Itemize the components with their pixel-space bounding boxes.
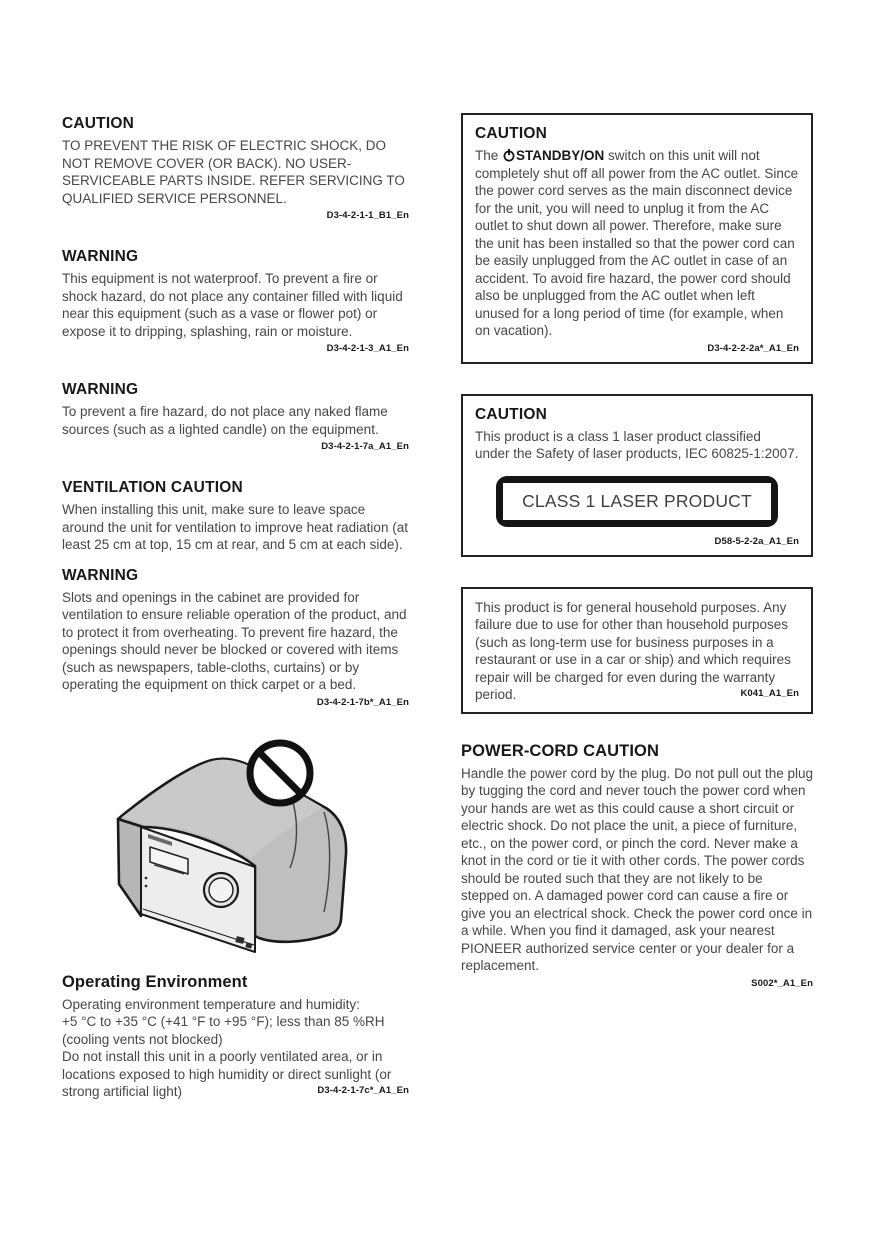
section-body: Slots and openings in the cabinet are provided for ventilation to ensure reliable operation of the product, and to protect it from overheating. To prevent fire hazard, the openings should never be blocked or covered with items (such as newspapers, table-cloths, curtains) or by operating the equipment on thick carpet or a bed. (62, 589, 407, 692)
doc-code: D3-4-2-2-2a*_A1_En (707, 342, 799, 354)
doc-code: D3-4-2-1-3_A1_En (326, 343, 409, 354)
oe-line: Operating environment temperature and humidity: (62, 996, 360, 1012)
section-power-cord-caution (461, 742, 813, 989)
section-heading: CAUTION (62, 115, 135, 132)
section-naked-flame-warning (62, 381, 409, 452)
oe-line: +5 °C to +35 °C (+41 °F to +95 °F); less than 85 %RH (62, 1014, 385, 1029)
section-operating-environment (62, 973, 409, 1101)
household-text: This product is for general household purposes. Any failure due to use for other than household purposes (such as long-term use for business purposes in a restaurant or use in a car or ship) and which requires repair will be charged for even during the warranty period. (475, 599, 791, 702)
section-body: To prevent a fire hazard, do not place any naked flame sources (such as a lighted candle) on the equipment. (62, 404, 388, 437)
section-waterproof-warning (62, 248, 409, 354)
doc-code: D3-4-2-1-7c*_A1_En (317, 1085, 409, 1096)
body-prefix: The (475, 148, 503, 163)
oe-text: Do not install this unit in a poorly ventilated area, or in locations exposed to high humidity or direct sunlight (or strong artificial light) (62, 1049, 392, 1099)
box-heading: CAUTION (475, 125, 548, 142)
section-body: TO PREVENT THE RISK OF ELECTRIC SHOCK, DO NOT REMOVE COVER (OR BACK). NO USER-SERVICEABLE PARTS INSIDE. REFER SERVICING TO QUALIFIED SERVICE PERSONNEL. (62, 138, 405, 206)
doc-code: D3-4-2-1-7b*_A1_En (316, 696, 409, 708)
right-column (461, 113, 813, 1016)
laser-caution-body: This product is a class 1 laser product classified under the Safety of laser products, IEC 60825-1:2007. (475, 428, 799, 461)
section-slots-openings-warning (62, 567, 409, 708)
switch-label: STANDBY/ON (516, 148, 605, 163)
doc-code: D3-4-2-1-7a_A1_En (321, 441, 409, 452)
doc-code: D58-5-2-2a_A1_En (714, 535, 799, 547)
class1-laser-label (496, 476, 778, 527)
doc-code: S002*_A1_En (751, 977, 813, 989)
section-heading: WARNING (62, 381, 139, 398)
section-heading: Operating Environment (62, 972, 248, 991)
box-heading: CAUTION (475, 405, 548, 423)
section-electric-shock-caution (62, 115, 409, 221)
section-body: This equipment is not waterproof. To prevent a fire or shock hazard, do not place any container filled with liquid near this equipment (such as a vase or flower pot) or expose it to dripping, splashing, rain or moisture. (62, 271, 403, 339)
doc-code: K041_A1_En (740, 688, 799, 699)
laser-caution-box (461, 394, 813, 557)
section-heading: WARNING (62, 248, 139, 265)
standby-caution-box (461, 113, 813, 364)
section-heading: VENTILATION CAUTION (62, 479, 243, 496)
class1-laser-label-text: CLASS 1 LASER PRODUCT (501, 481, 773, 522)
household-purpose-box (461, 587, 813, 714)
section-heading: WARNING (62, 566, 139, 584)
doc-code: D3-4-2-1-1_B1_En (326, 210, 409, 221)
body-rest: switch on this unit will not completely shut off all power from the AC outlet. Since the power cord serves as the main disconnect device for the unit, you will need to unplug it from the AC outlet to shut down all power. Therefore, make sure the unit has been installed so that the power cord can be easily unplugged from the AC outlet in case of an accident. To avoid fire hazard, the power cord should also be unplugged from the AC outlet when left unused for a long period of time (for example, when on vacation). (475, 148, 799, 338)
left-column (62, 115, 409, 1128)
oe-line: (cooling vents not blocked) (62, 1031, 223, 1047)
covered-unit-illustration (88, 716, 409, 959)
section-ventilation-caution (62, 479, 409, 554)
section-body: Handle the power cord by the plug. Do not pull out the plug by tugging the cord and never touch the power cord when your hands are wet as this could cause a short circuit or electric shock. Do not place the unit, a piece of furniture, etc., on the power cord, or pinch the cord. Never make a knot in the cord or tie it with other cords. The power cords should be routed such that they are not likely to be stepped on. A damaged power cord can cause a fire or give you an electrical shock. Check the power cord once in a while. When you find it damaged, ask your nearest PIONEER authorized service center or your dealer for a replacement. (461, 765, 813, 973)
standby-caution-body (475, 147, 799, 340)
volume-knob (204, 873, 238, 907)
prohibition-icon (250, 743, 310, 803)
power-icon (503, 148, 515, 162)
section-body: When installing this unit, make sure to leave space around the unit for ventilation to improve heat radiation (at least 25 cm at top, 15 cm at rear, and 5 cm at each side). (62, 502, 408, 552)
section-heading: POWER-CORD CAUTION (461, 741, 659, 760)
covered-unit-svg (88, 716, 380, 954)
oe-line-last (62, 1048, 409, 1101)
household-purpose-body (475, 599, 799, 704)
